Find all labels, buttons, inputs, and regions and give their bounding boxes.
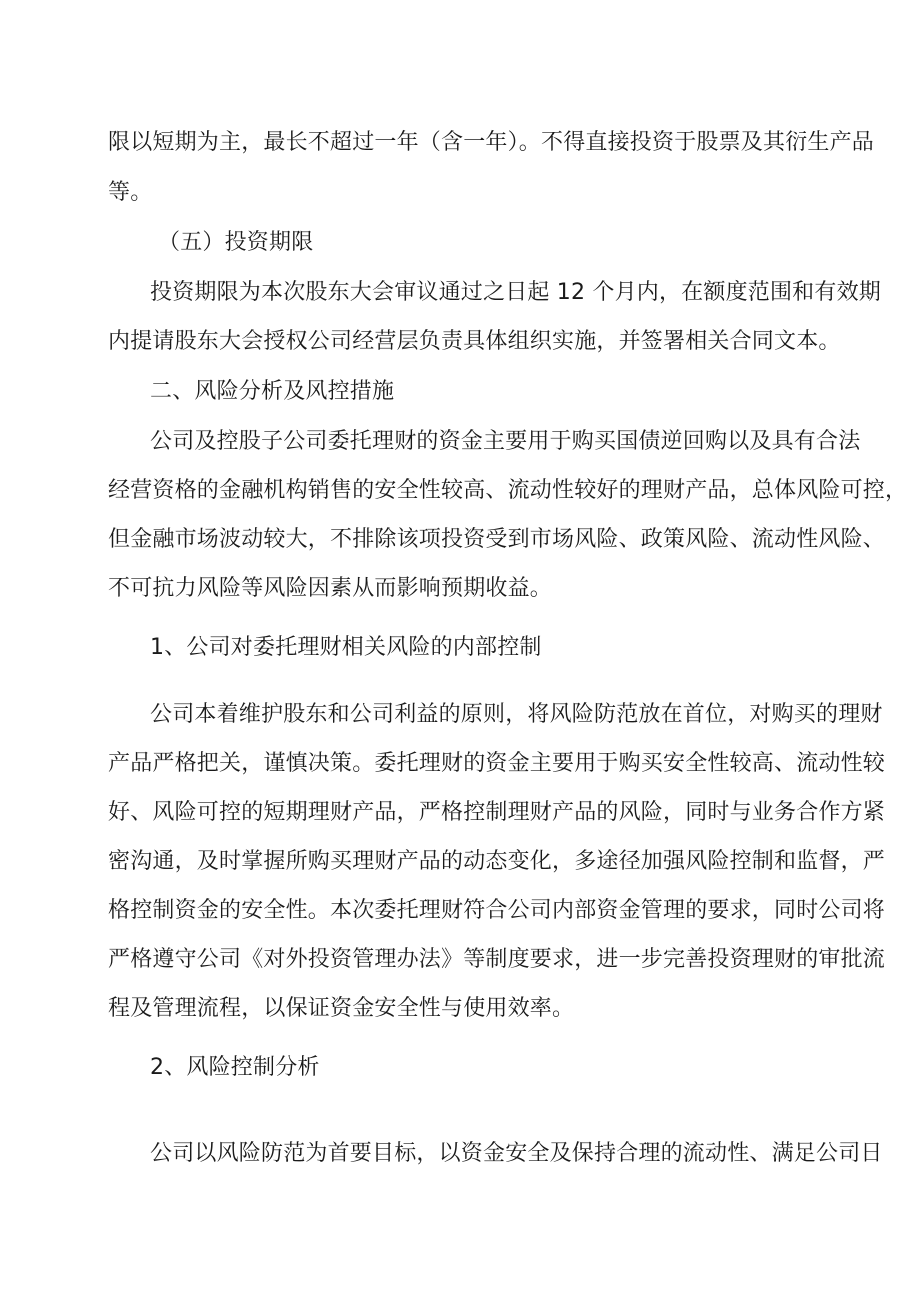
paragraph-line: 公司本着维护股东和公司利益的原则，将风险防范放在首位，对购买的理财	[150, 702, 883, 727]
sub-heading-internal-control: 1、公司对委托理财相关风险的内部控制	[150, 635, 542, 660]
paragraph-line: 内提请股东大会授权公司经营层负责具体组织实施，并签署相关合同文本。	[108, 329, 841, 354]
paragraph-line: 好、风险可控的短期理财产品，严格控制理财产品的风险，同时与业务合作方紧	[108, 800, 886, 825]
paragraph-line: 限以短期为主，最长不超过一年（含一年）。不得直接投资于股票及其衍生产品	[108, 130, 875, 155]
section-title-risk-analysis: 二、风险分析及风控措施	[150, 379, 395, 404]
paragraph-line: 但金融市场波动较大，不排除该项投资受到市场风险、政策风险、流动性风险、	[108, 527, 886, 552]
paragraph-line: 投资期限为本次股东大会审议通过之日起 12 个月内，在额度范围和有效期	[150, 280, 881, 305]
paragraph-line: 产品严格把关，谨慎决策。委托理财的资金主要用于购买安全性较高、流动性较	[108, 751, 886, 776]
paragraph-line: 格控制资金的安全性。本次委托理财符合公司内部资金管理的要求，同时公司将	[108, 898, 886, 923]
paragraph-line: 公司以风险防范为首要目标，以资金安全及保持合理的流动性、满足公司日	[150, 1141, 883, 1166]
paragraph-line: 等。	[108, 180, 153, 205]
paragraph-line: 密沟通，及时掌握所购买理财产品的动态变化，多途径加强风险控制和监督，严	[108, 849, 886, 874]
paragraph-line: 严格遵守公司《对外投资管理办法》等制度要求，进一步完善投资理财的审批流	[108, 947, 886, 972]
paragraph-line: 公司及控股子公司委托理财的资金主要用于购买国债逆回购以及具有合法	[150, 429, 861, 454]
paragraph-line: 程及管理流程，以保证资金安全性与使用效率。	[108, 996, 575, 1021]
sub-heading-risk-control-analysis: 2、风险控制分析	[150, 1055, 320, 1080]
paragraph-line: 经营资格的金融机构销售的安全性较高、流动性较好的理财产品，总体风险可控，	[108, 478, 908, 503]
paragraph-line: 不可抗力风险等风险因素从而影响预期收益。	[108, 576, 553, 601]
heading-investment-period: （五）投资期限	[158, 230, 314, 255]
